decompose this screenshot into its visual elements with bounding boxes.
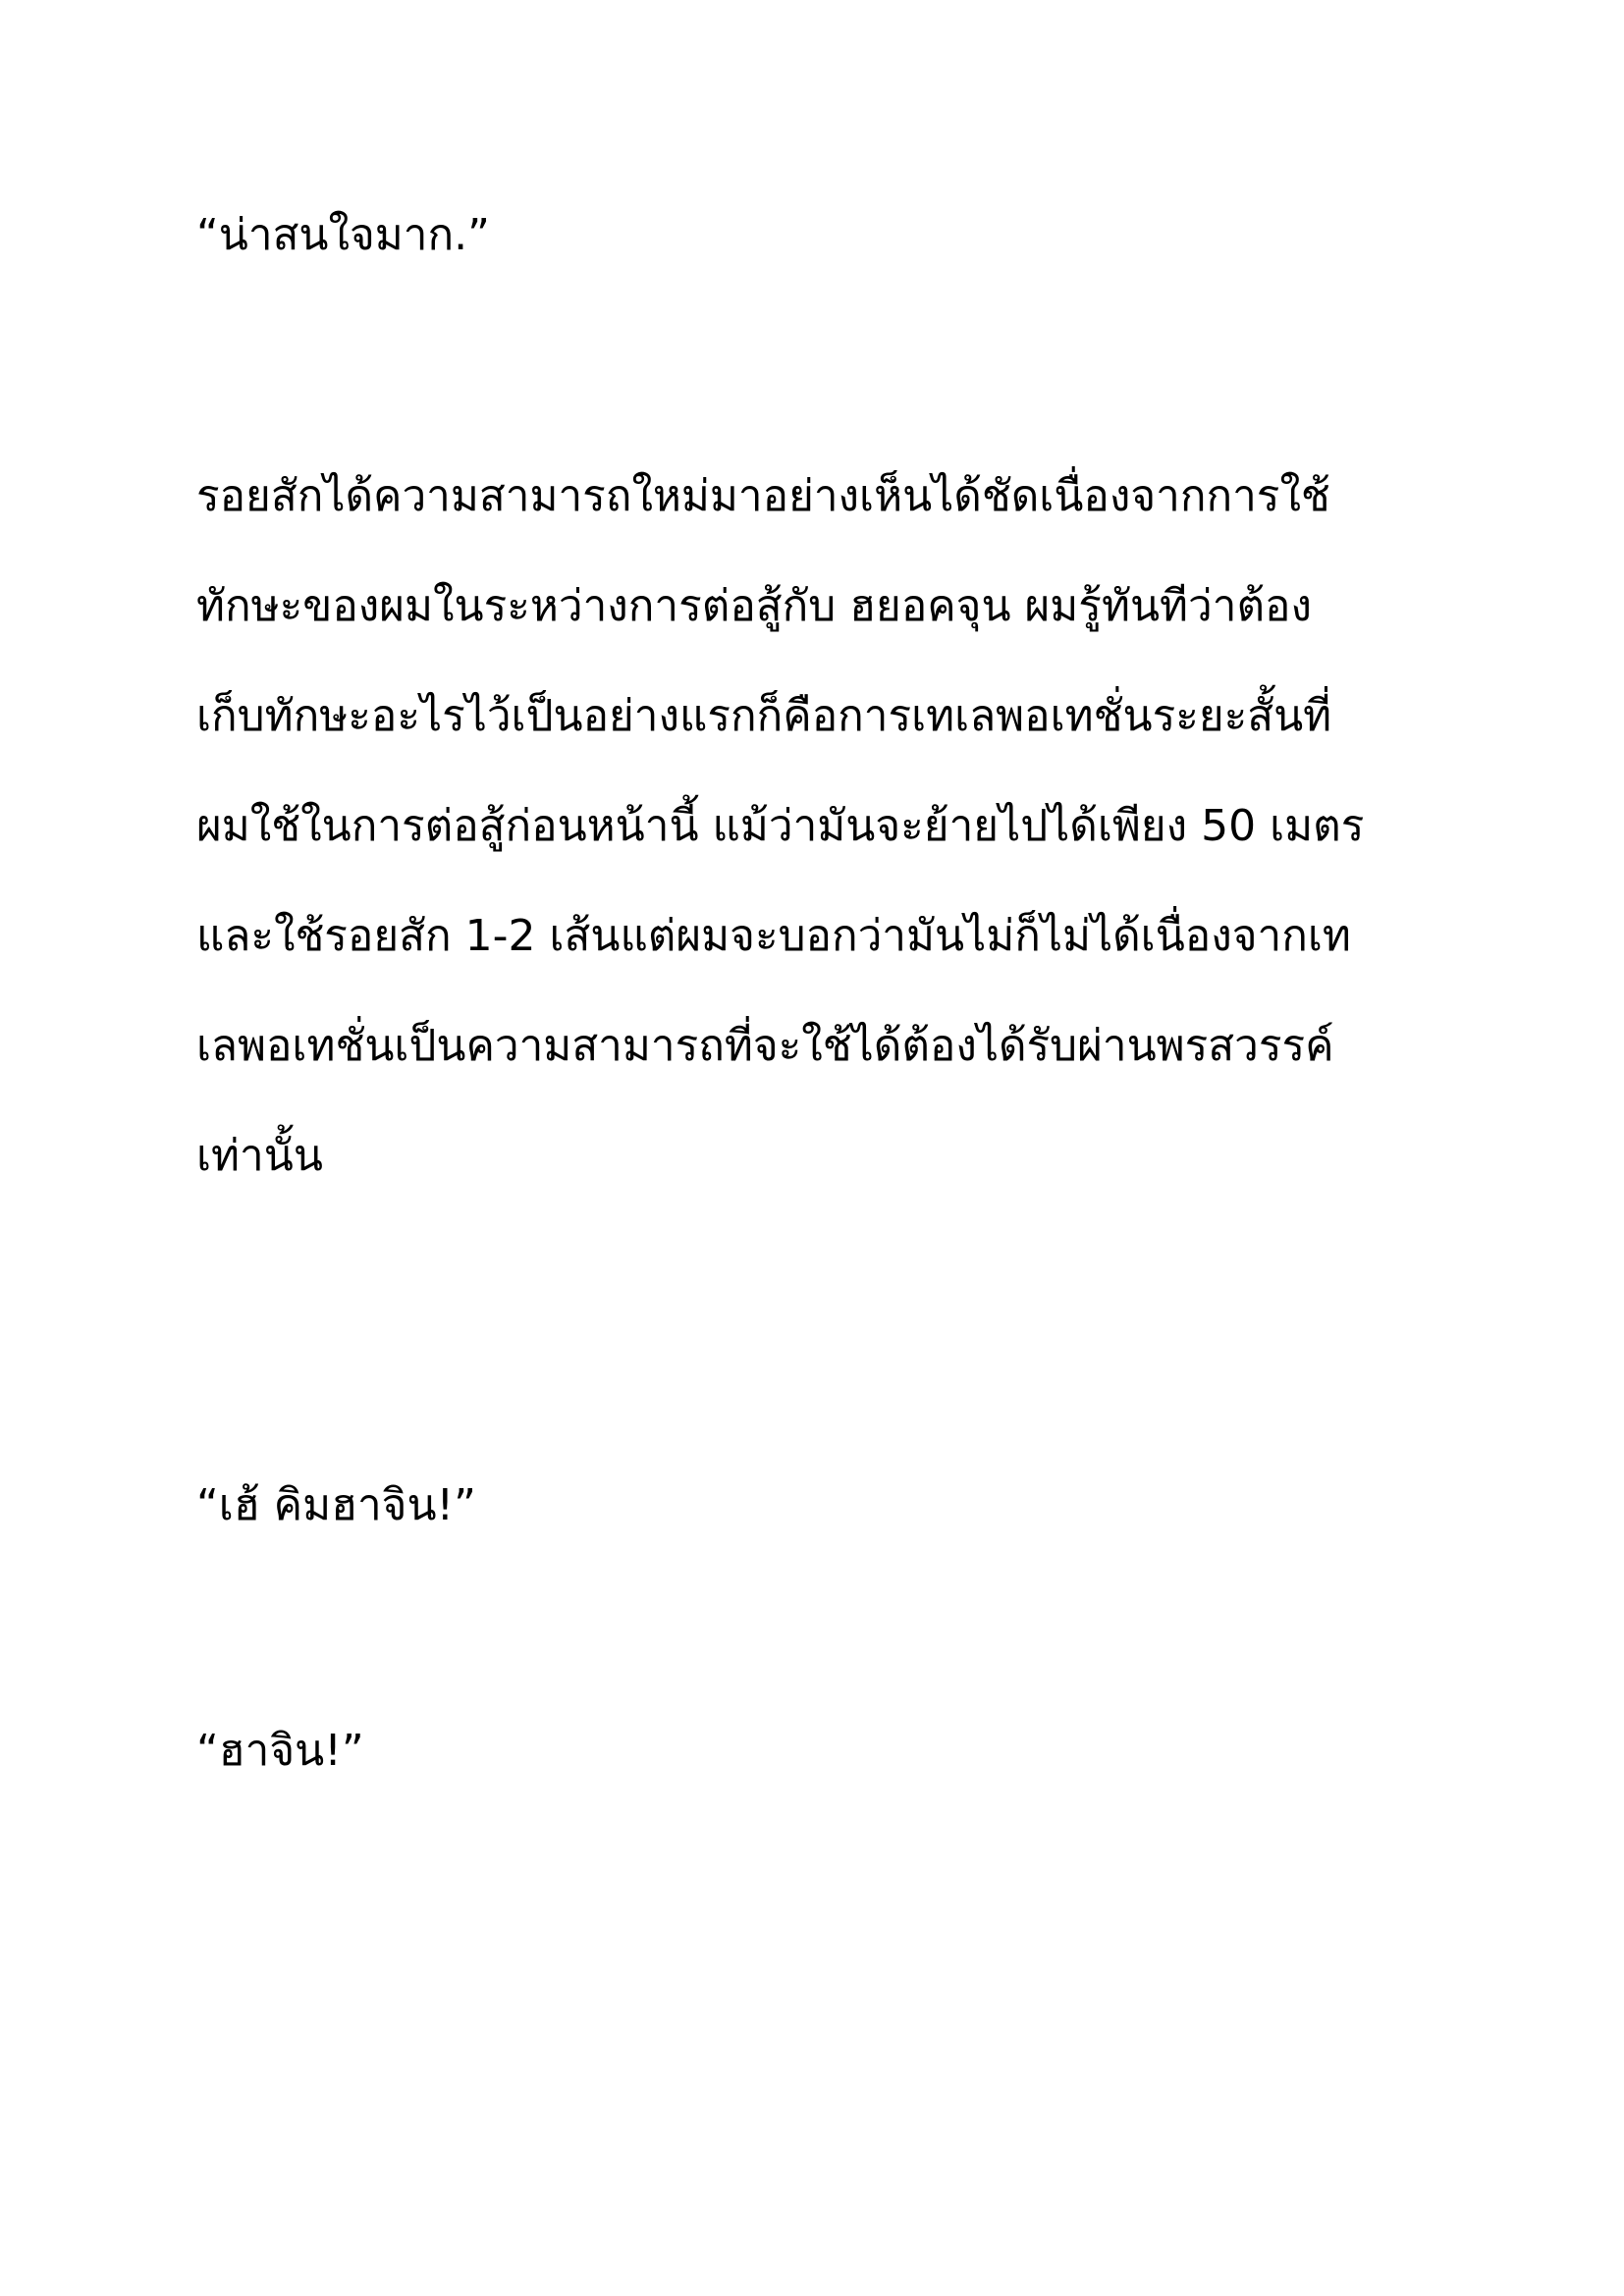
paragraph-line: ผมใช้ในการต่อสู้ก่อนหน้านี้ แม้ว่ามันจะย้ายไปได้เพียง 50 เมตร: [196, 801, 1365, 851]
paragraph-line: และใช้รอยสัก 1-2 เส้นแต่ผมจะบอกว่ามันไม่ก็ไม่ได้เนื่องจากเท: [196, 911, 1351, 961]
paragraph-line: ทักษะของผมในระหว่างการต่อสู้กับ ฮยอคจุน ผมรู้ทันทีว่าต้อง: [196, 581, 1312, 631]
paragraph-line: เลพอเทชั่นเป็นความสามารถที่จะใช้ได้ต้องได้รับผ่านพรสวรรค์: [196, 1021, 1334, 1071]
paragraph-line: รอยสักได้ความสามารถใหม่มาอย่างเห็นได้ชัดเนื่องจากการใช้: [196, 471, 1330, 521]
dialogue-line-hey-kim-hajin: “เฮ้ คิมฮาจิน!”: [196, 1480, 476, 1530]
paragraph-line: เก็บทักษะอะไรไว้เป็นอย่างแรกก็คือการเทเลพอเทชั่นระยะสั้นที่: [196, 691, 1332, 741]
paragraph-line: เท่านั้น: [196, 1131, 323, 1181]
dialogue-line-interesting: “น่าสนใจมาก.”: [196, 210, 490, 260]
dialogue-line-hajin: “ฮาจิน!”: [196, 1726, 364, 1776]
